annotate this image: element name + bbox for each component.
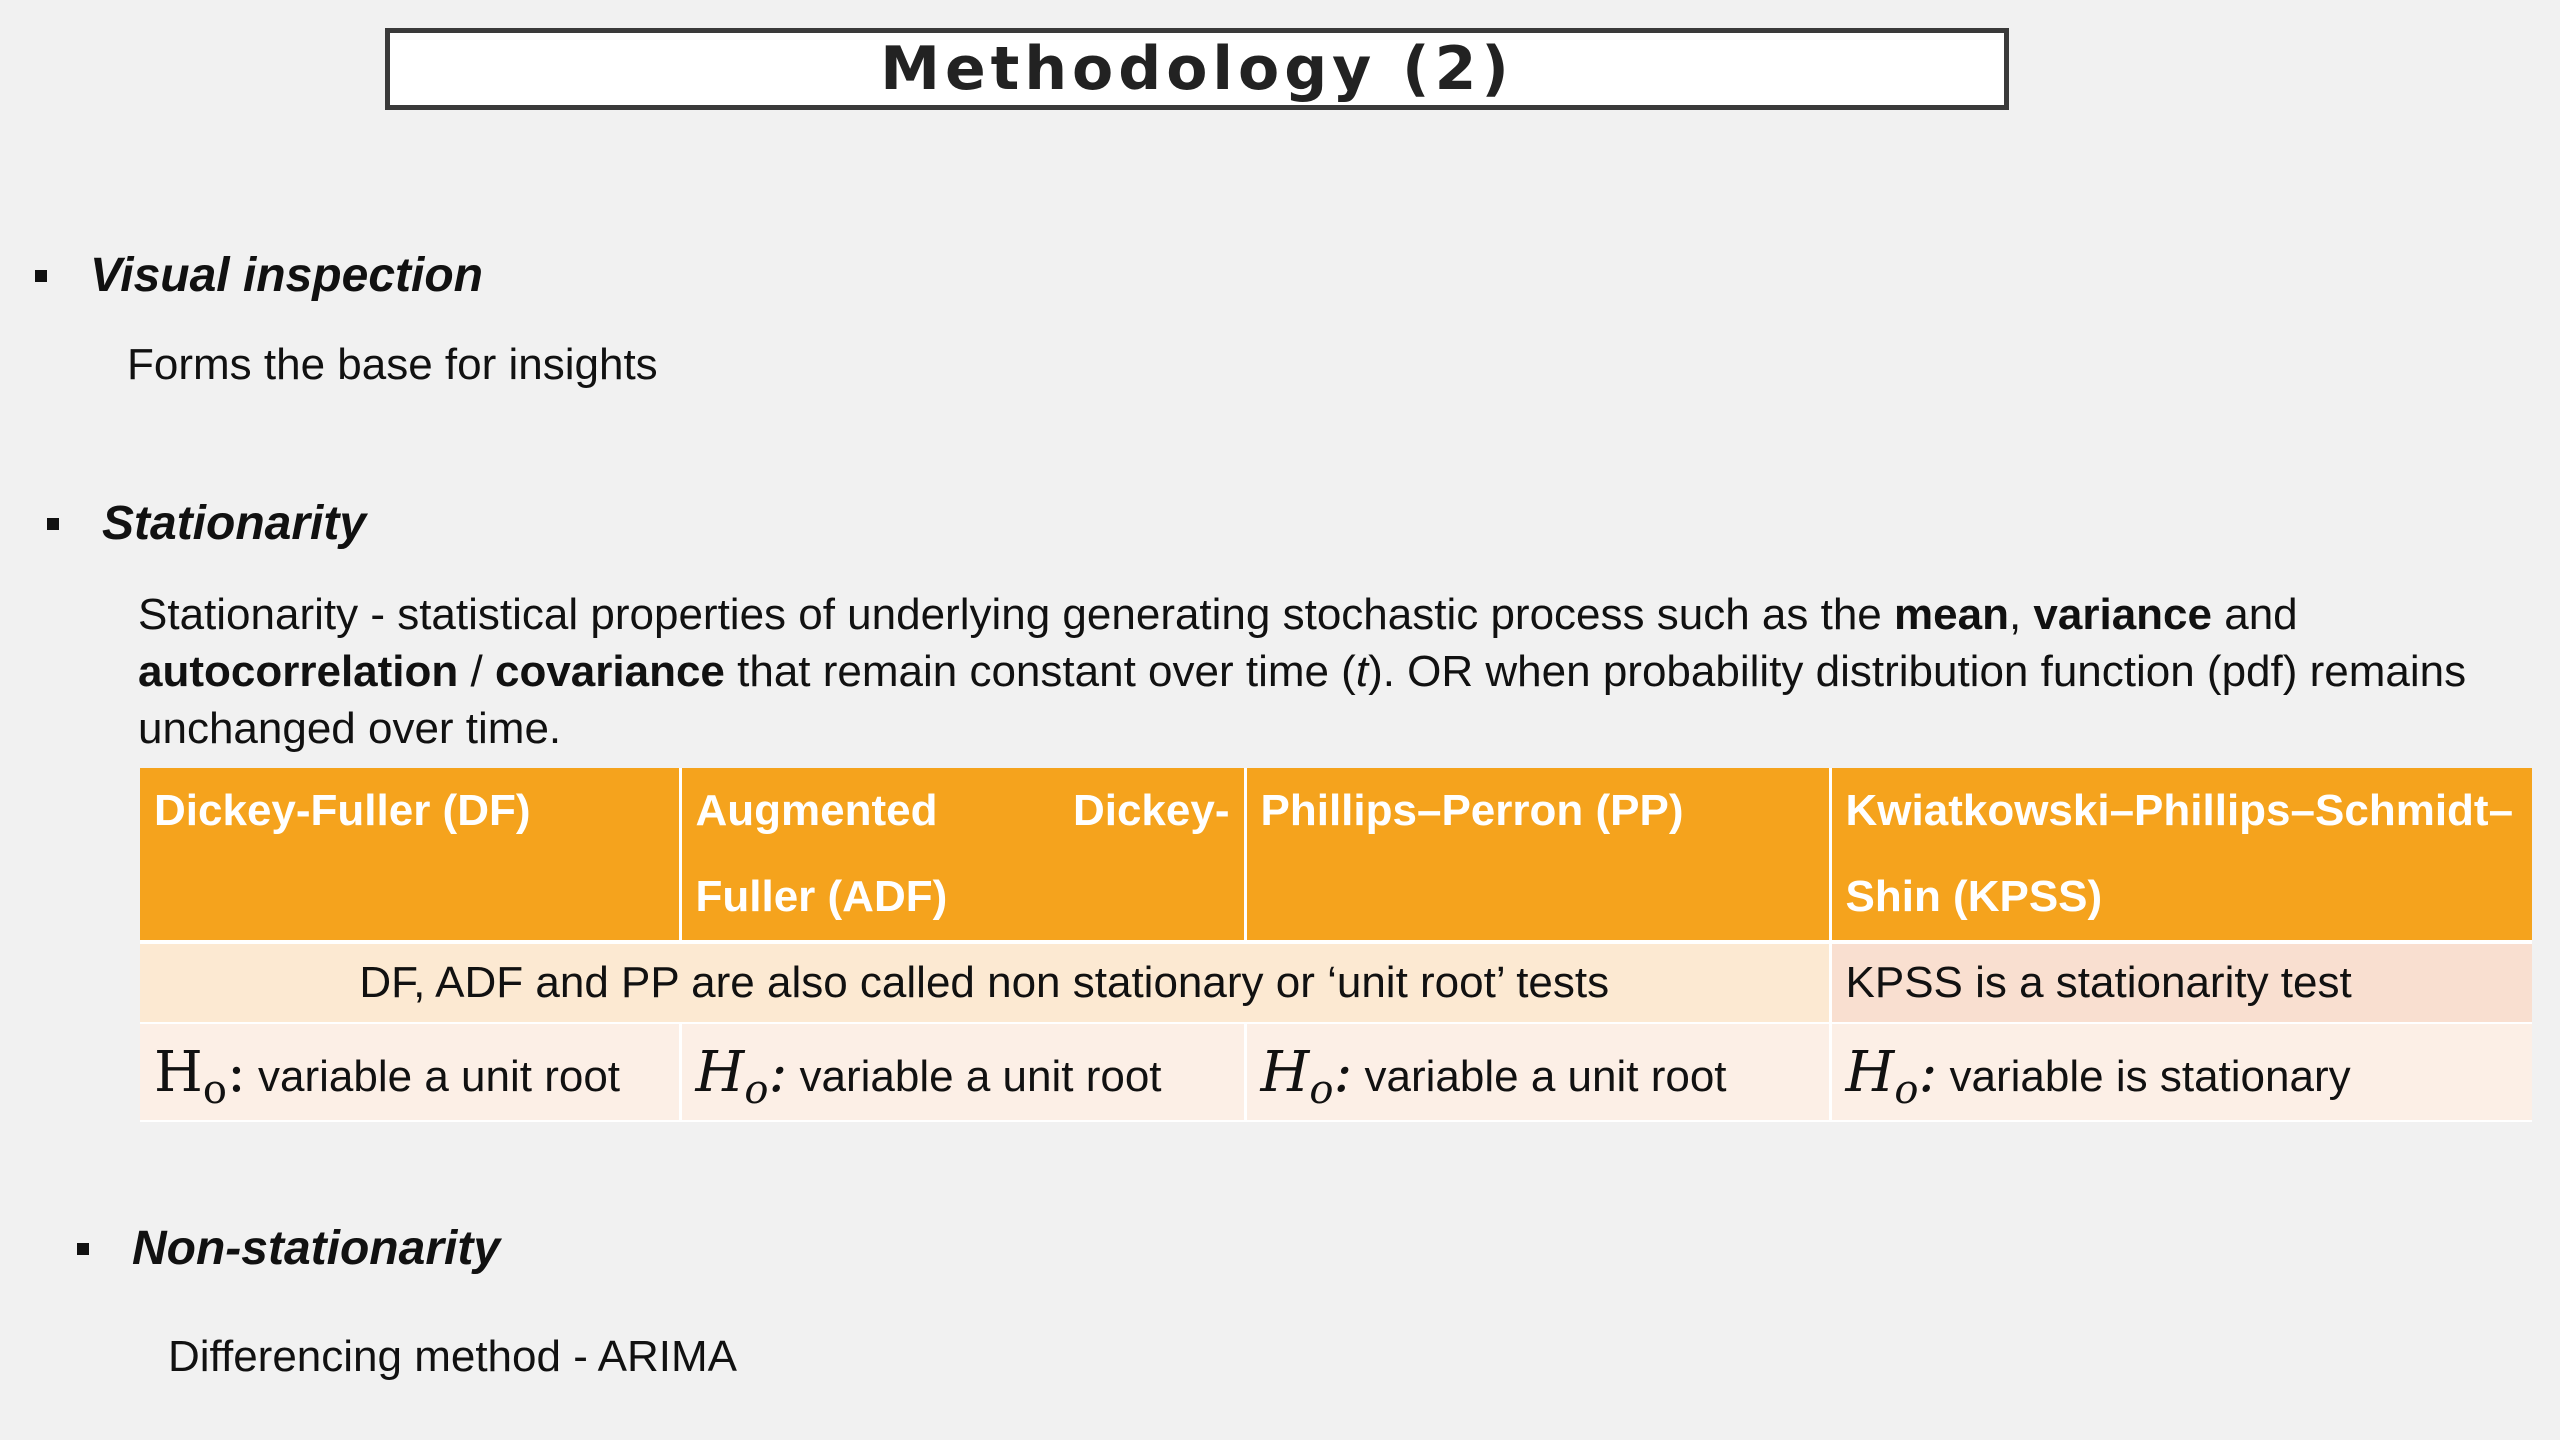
heading-visual-inspection: Visual inspection: [90, 249, 483, 302]
bullet-square-icon: [47, 518, 59, 530]
text-non-stationarity: Differencing method - ARIMA: [168, 1332, 737, 1381]
header-kpss: Kwiatkowski–Phillips–Schmidt–Shin (KPSS): [1830, 768, 2532, 942]
stationarity-description: Stationarity - statistical properties of underlying generating stochastic process such as the mean, variance and autocorrelation / covariance that remain constant over time (t). OR when probability distribution function (pdf) remains unchanged over time.: [138, 590, 2467, 753]
header-df: Dickey-Fuller (DF): [140, 768, 680, 942]
header-pp: Phillips–Perron (PP): [1245, 768, 1830, 942]
title-box: [385, 28, 2009, 110]
cell-adf-hypothesis: $H_o$: variable a unit root: [680, 1023, 1245, 1121]
heading-non-stationarity: Non-stationarity: [132, 1222, 501, 1275]
cell-df-hypothesis: $H_o$: variable a unit root: [140, 1023, 680, 1121]
text-visual-inspection: Forms the base for insights: [127, 340, 658, 389]
cell-unit-root-note: DF, ADF and PP are also called non stationary or ‘unit root’ tests: [140, 942, 1830, 1023]
bullet-visual-inspection: [35, 248, 483, 303]
table-row-null-hypothesis: [140, 1023, 2532, 1121]
bullet-non-stationarity: [77, 1221, 500, 1276]
cell-pp-hypothesis: $H_o$: variable a unit root: [1245, 1023, 1830, 1121]
stationarity-tests-table: [140, 768, 2532, 1122]
table-row-test-type: [140, 942, 2532, 1023]
cell-kpss-hypothesis: $H_o$: variable is stationary: [1830, 1023, 2532, 1121]
bullet-stationarity: [47, 496, 366, 551]
slide-title: Methodology (2): [880, 34, 1514, 104]
heading-stationarity: Stationarity: [102, 497, 367, 550]
table-header-row: [140, 768, 2532, 942]
cell-kpss-note: KPSS is a stationarity test: [1830, 942, 2532, 1023]
bullet-square-icon: [35, 270, 47, 282]
header-adf: Augmented Dickey- Fuller (ADF): [680, 768, 1245, 942]
bullet-square-icon: [77, 1243, 89, 1255]
